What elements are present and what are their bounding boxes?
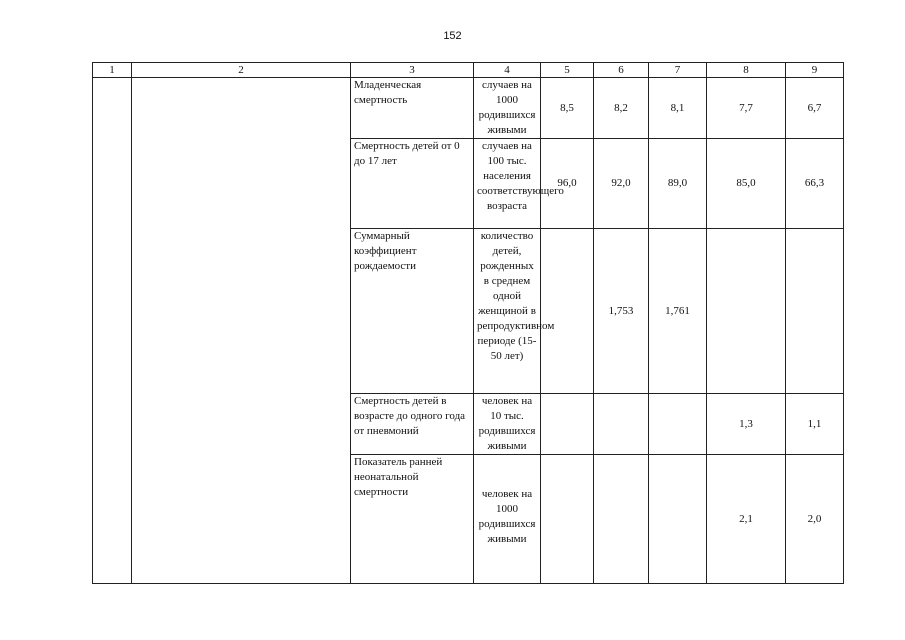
value-cell: 66,3 (786, 139, 844, 229)
value-cell (594, 394, 649, 455)
table-row (93, 78, 844, 139)
column-header: 3 (351, 63, 474, 78)
column-number-row (93, 63, 844, 78)
value-cell: 2,0 (786, 455, 844, 584)
value-cell (707, 229, 786, 394)
value-cell: 8,1 (649, 78, 707, 139)
indicators-table (92, 62, 844, 584)
value-cell: 96,0 (541, 139, 594, 229)
indicator-cell: Смертность детей в возрасте до одного года от пневмоний (351, 394, 474, 455)
value-cell: 2,1 (707, 455, 786, 584)
column-header: 5 (541, 63, 594, 78)
unit-cell: человек на 1000 родившихся живыми (474, 455, 541, 584)
column-header: 9 (786, 63, 844, 78)
unit-cell: человек на 10 тыс. родившихся живыми (474, 394, 541, 455)
value-cell (541, 394, 594, 455)
value-cell: 8,5 (541, 78, 594, 139)
column-1-cell (93, 78, 132, 584)
column-header: 1 (93, 63, 132, 78)
column-header: 2 (132, 63, 351, 78)
page-number: 152 (443, 30, 462, 42)
value-cell: 89,0 (649, 139, 707, 229)
unit-cell: количество детей, рожденных в среднем одной женщиной в репродуктивном периоде (15-50 лет) (474, 229, 541, 394)
unit-cell: случаев на 100 тыс. населения соответствующего возраста (474, 139, 541, 229)
unit-cell: случаев на 1000 родившихся живыми (474, 78, 541, 139)
value-cell: 1,753 (594, 229, 649, 394)
value-cell: 6,7 (786, 78, 844, 139)
value-cell: 7,7 (707, 78, 786, 139)
column-2-cell (132, 78, 351, 584)
value-cell (541, 229, 594, 394)
indicator-cell: Суммарный коэффициент рождаемости (351, 229, 474, 394)
indicator-cell: Показатель ранней неонатальной смертности (351, 455, 474, 584)
value-cell: 8,2 (594, 78, 649, 139)
value-cell (541, 455, 594, 584)
value-cell (649, 394, 707, 455)
value-cell: 92,0 (594, 139, 649, 229)
column-header: 7 (649, 63, 707, 78)
value-cell (594, 455, 649, 584)
value-cell: 1,1 (786, 394, 844, 455)
value-cell: 1,3 (707, 394, 786, 455)
column-header: 8 (707, 63, 786, 78)
value-cell (649, 455, 707, 584)
column-header: 4 (474, 63, 541, 78)
value-cell (786, 229, 844, 394)
value-cell: 85,0 (707, 139, 786, 229)
indicator-cell: Смертность детей от 0 до 17 лет (351, 139, 474, 229)
indicator-cell: Младенческая смертность (351, 78, 474, 139)
column-header: 6 (594, 63, 649, 78)
value-cell: 1,761 (649, 229, 707, 394)
